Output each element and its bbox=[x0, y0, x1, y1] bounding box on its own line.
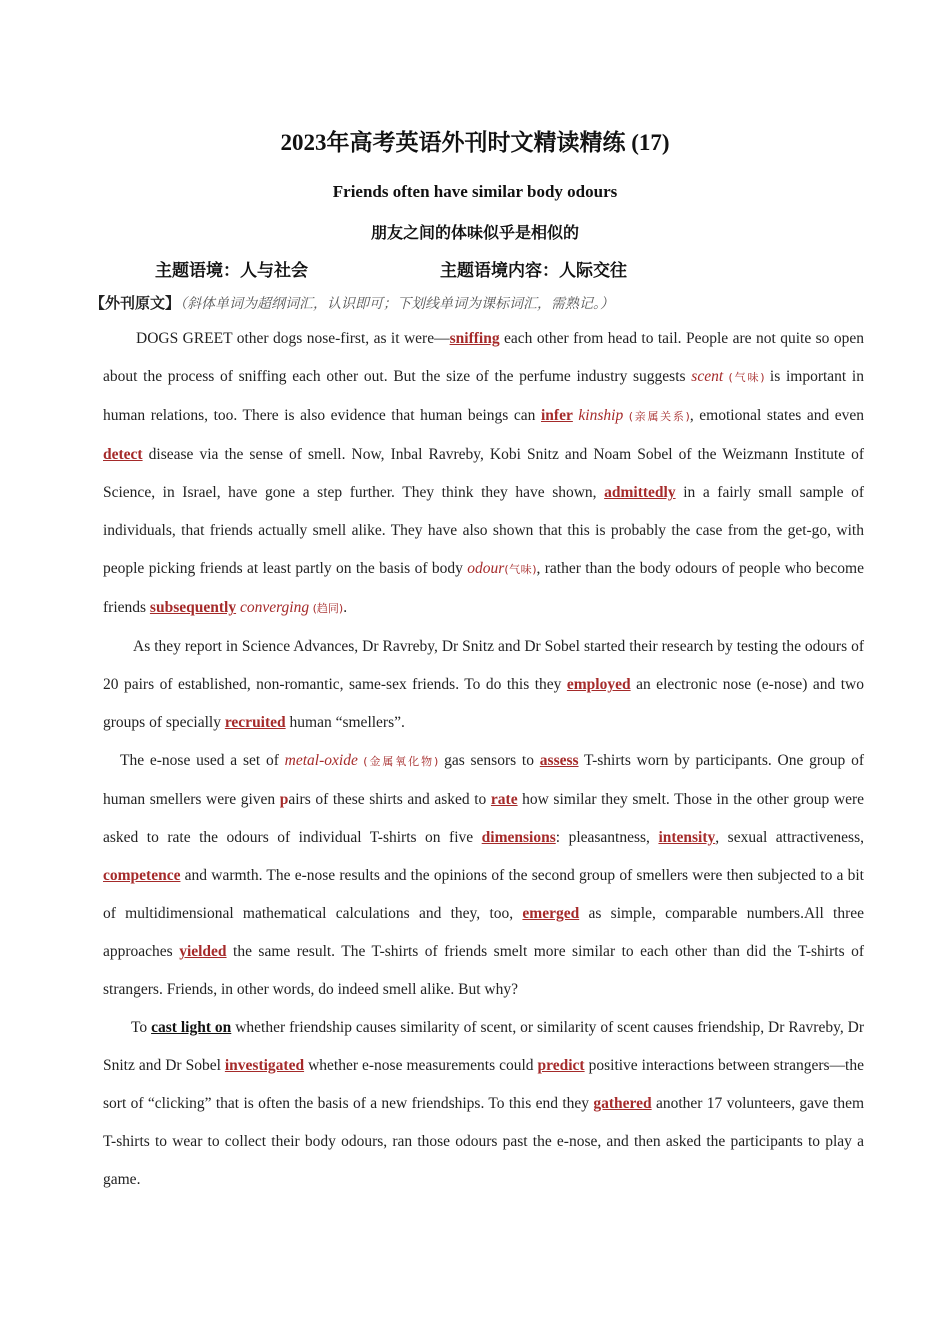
vocab-word: detect bbox=[103, 446, 143, 463]
gloss: (金属氧化物) bbox=[357, 755, 439, 768]
text-run: . bbox=[343, 599, 348, 616]
paragraph-1 bbox=[103, 320, 864, 628]
text-run: , sexual attractiveness, bbox=[715, 829, 864, 846]
text-run: as simple, comparable numbers.All three approaches bbox=[103, 905, 864, 960]
text-run: and warmth. The e-nose results and the opinions of the second group of smellers were then subjected to a bit of multidimensional mathematical calculations and they, too, bbox=[103, 867, 864, 922]
text-run: disease via the sense of smell. Now, Inbal Ravreby, Kobi Snitz and Noam Sobel of the Weizmann Institute of Science, in Israel, have gone a step further. They think they have shown, bbox=[103, 446, 864, 501]
paragraph-4 bbox=[103, 1009, 864, 1199]
chinese-subtitle: 朋友之间的体味似乎是相似的 bbox=[370, 223, 579, 242]
advanced-word: kinship bbox=[578, 407, 624, 424]
advanced-word: scent bbox=[691, 368, 724, 385]
text-run: As they report in Science Advances, Dr Ravreby, Dr Snitz and Dr Sobel started their research by testing the odours of 20 pairs of established, non-romantic, same-sex friends. To do this they bbox=[103, 638, 864, 693]
text-run: another 17 volunteers, gave them T-shirts to wear to collect their body odours, ran those odours past the e-nose, and then asked the participants to play a game. bbox=[103, 1095, 864, 1188]
vocab-word: yielded bbox=[179, 943, 227, 960]
source-note-text: （斜体单词为超纲词汇，认识即可；下划线单词为课标词汇，需熟记。） bbox=[180, 296, 615, 312]
text-run: The e-nose used a set of bbox=[120, 752, 285, 769]
paragraph-2 bbox=[103, 628, 864, 742]
text-run: the same result. The T-shirts of friends smelt more similar to each other than did the T-shirts of strangers. Friends, in other words, do indeed smell alike. But why? bbox=[103, 943, 864, 998]
highlighted-letter: p bbox=[279, 791, 289, 808]
vocab-word: rate bbox=[490, 791, 518, 808]
text-run: , emotional states and even bbox=[689, 407, 865, 424]
text-run: DOGS GREET other dogs nose-first, as it were— bbox=[136, 330, 450, 347]
text-run: an electronic nose (e-nose) and two groups of specially bbox=[103, 676, 864, 731]
vocab-word: recruited bbox=[224, 714, 286, 731]
text-run: whether e-nose measurements could bbox=[304, 1057, 538, 1074]
vocab-word: investigated bbox=[224, 1057, 305, 1074]
source-note bbox=[90, 292, 880, 313]
vocab-word: competence bbox=[103, 867, 181, 884]
paragraph-3 bbox=[103, 742, 864, 1009]
text-run: T-shirts worn by participants. One group of human smellers were given bbox=[103, 752, 864, 808]
theme-context: 主题语境：人与社会 bbox=[155, 261, 308, 281]
vocab-word: sniffing bbox=[449, 330, 500, 347]
vocab-word: admittedly bbox=[604, 484, 676, 501]
vocab-word: dimensions bbox=[481, 829, 556, 846]
vocab-word: intensity bbox=[658, 829, 716, 846]
vocab-word: infer bbox=[540, 407, 573, 424]
vocab-word: assess bbox=[539, 752, 579, 769]
text-run: human “smellers”. bbox=[285, 714, 405, 731]
vocab-word: employed bbox=[566, 676, 631, 693]
advanced-word: metal-oxide bbox=[284, 752, 358, 769]
article-body bbox=[103, 320, 864, 1199]
text-run: : pleasantness, bbox=[555, 829, 659, 846]
advanced-word: converging bbox=[239, 599, 310, 616]
gloss: (亲属关系) bbox=[628, 410, 690, 423]
text-run: gas sensors to bbox=[438, 752, 540, 769]
gloss: (气味) bbox=[723, 371, 770, 384]
text-run: whether friendship causes similarity of scent, or similarity of scent causes friendship, Dr Ravreby, Dr Snitz and Dr Sobel bbox=[103, 1019, 864, 1074]
vocab-word: predict bbox=[537, 1057, 585, 1074]
text-run: positive interactions between strangers—the sort of “clicking” that is often the basis of a new friendships. To this end they bbox=[103, 1057, 864, 1112]
vocab-word: gathered bbox=[593, 1095, 652, 1112]
key-phrase: cast light on bbox=[151, 1019, 232, 1036]
advanced-word: odour bbox=[467, 560, 505, 577]
text-run: in a fairly small sample of individuals, that friends actually smell alike. They have also shown that this is probably the case from the get-go, with people picking friends at least partly on the basis of body bbox=[103, 484, 864, 577]
theme-content: 主题语境内容：人际交往 bbox=[440, 261, 627, 281]
text-run: airs of these shirts and asked to bbox=[288, 791, 491, 808]
text-run: each other from head to tail. People are not quite so open about the process of sniffing each other out. But the size of the perfume industry suggests bbox=[103, 330, 864, 385]
vocab-word: subsequently bbox=[149, 599, 237, 616]
text-run: To bbox=[131, 1019, 152, 1036]
text-run: how similar they smelt. Those in the other group were asked to rate the odours of individual T-shirts on five bbox=[103, 791, 865, 846]
text-run: , rather than the body odours of people who become friends bbox=[103, 560, 864, 616]
page-title: 2023年高考英语外刊时文精读精练 (17) bbox=[280, 130, 670, 155]
text-run: is important in human relations, too. There is also evidence that human beings can bbox=[103, 368, 864, 424]
gloss: (趋同) bbox=[309, 602, 344, 615]
english-subtitle: Friends often have similar body odours bbox=[332, 182, 618, 201]
source-note-label: 【外刊原文】 bbox=[90, 294, 181, 312]
gloss: (气味) bbox=[504, 563, 537, 576]
vocab-word: emerged bbox=[522, 905, 580, 922]
